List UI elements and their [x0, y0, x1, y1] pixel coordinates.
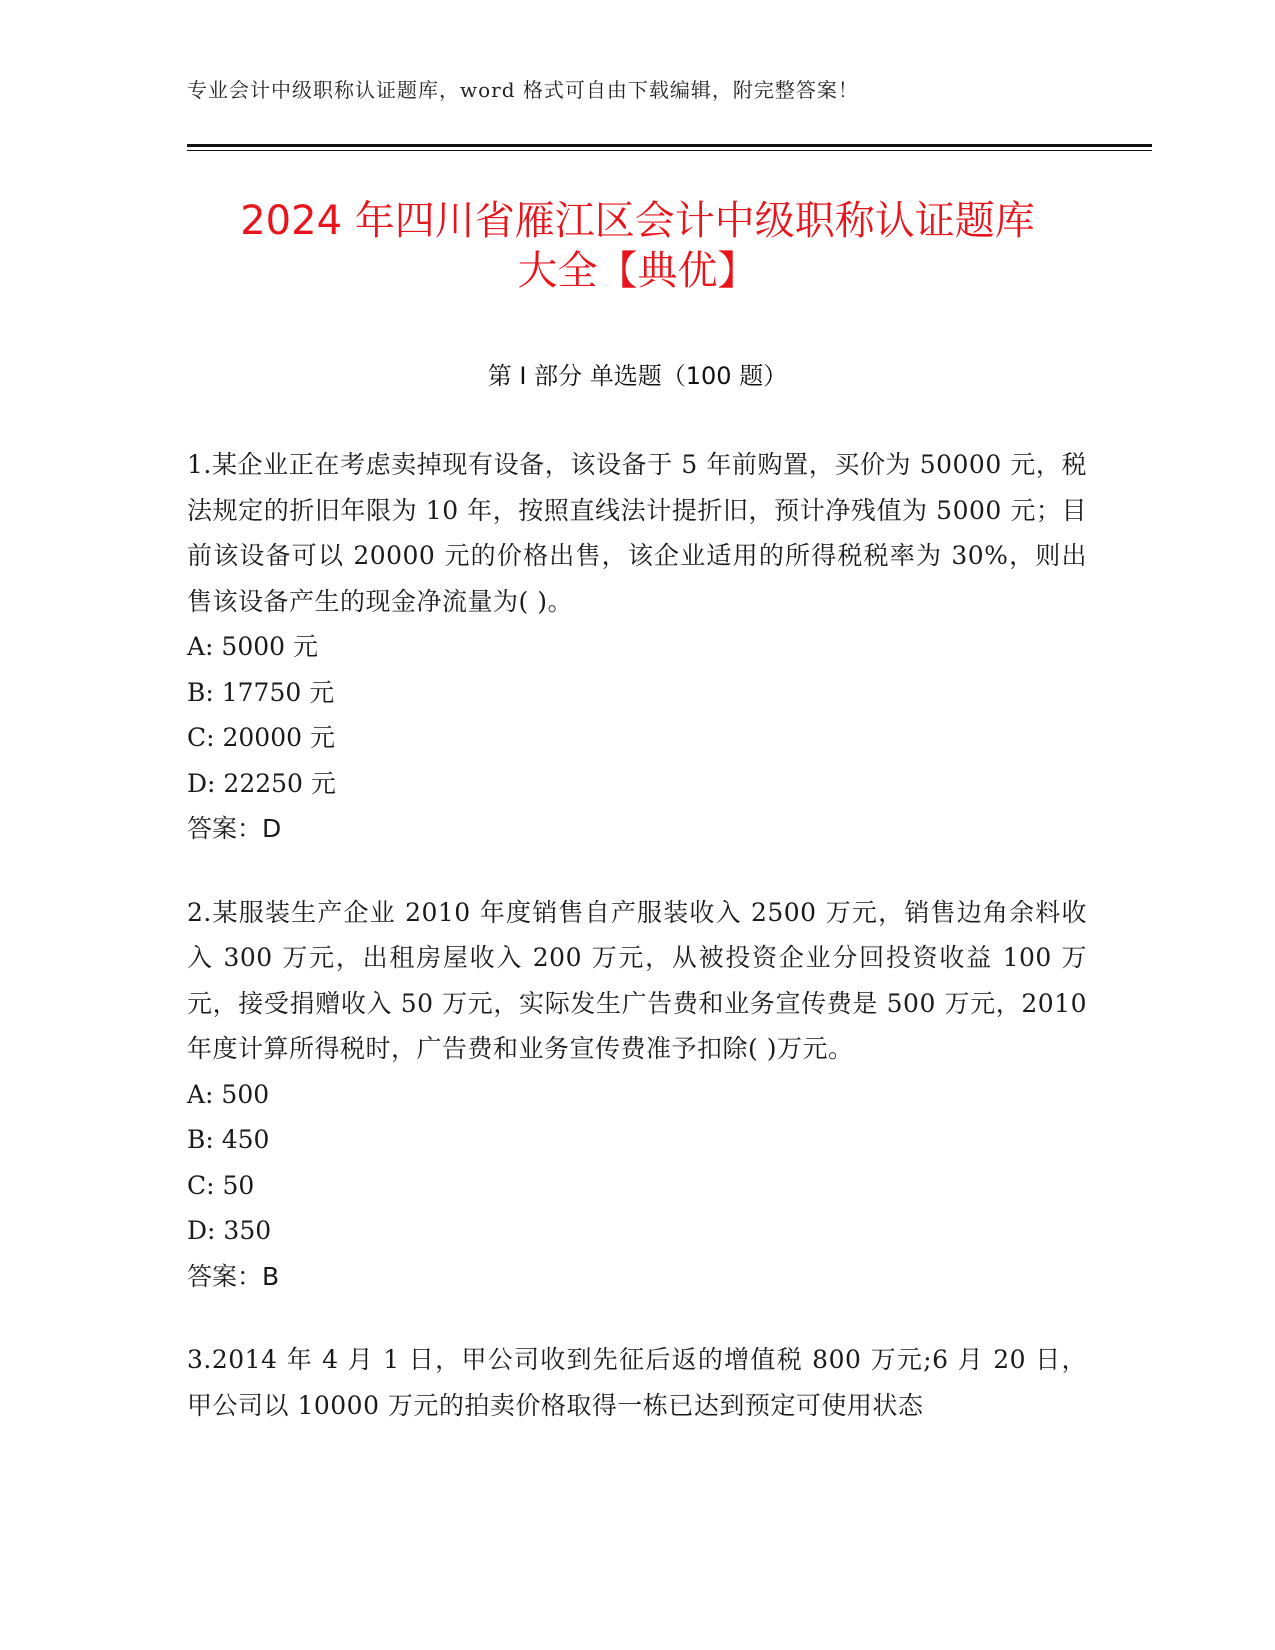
answer-label: 答案：B: [187, 1261, 280, 1291]
option-b: B: 450: [187, 1125, 270, 1154]
question-1: [187, 442, 1087, 852]
document-title-line-2: 大全【典优】: [517, 248, 758, 294]
option-d: D: 22250 元: [187, 768, 336, 798]
question-2: [187, 890, 1087, 1300]
option-a: A: 500: [187, 1079, 270, 1109]
header-note: 专业会计中级职称认证题库，word 格式可自由下载编辑，附完整答案！: [187, 78, 859, 102]
option-c: C: 20000 元: [187, 723, 335, 752]
answer-label: 答案：D: [187, 814, 282, 843]
question-3: [187, 1337, 1087, 1428]
header-rule-thick: [187, 144, 1152, 147]
option-d: D: 350: [187, 1216, 272, 1245]
question-text: 3.2014 年 4 月 1 日，甲公司收到先征后返的增值税 800 万元;6 月 20 日，甲公司以 10000 万元的拍卖价格取得一栋已达到预定可使用状态: [187, 1345, 1087, 1420]
question-text: 1.某企业正在考虑卖掉现有设备，该设备于 5 年前购置，买价为 50000 元，税法规定的折旧年限为 10 年，按照直线法计提折旧，预计净残值为 5000 元；目前该设备可以 20000 元的价格出售，该企业适用的所得税税率为 30%，则出售该设备产生的现金净流量为( )。: [187, 450, 1087, 616]
header-rule-thin: [187, 150, 1152, 151]
option-b: B: 17750 元: [187, 677, 335, 707]
document-title: [140, 196, 1135, 296]
question-list: [187, 442, 1087, 1466]
option-c: C: 50: [187, 1170, 255, 1200]
option-a: A: 5000 元: [187, 632, 318, 661]
document-title-line-1: 2024 年四川省雁江区会计中级职称认证题库: [240, 198, 1035, 244]
question-text: 2.某服装生产企业 2010 年度销售自产服装收入 2500 万元，销售边角余料收入 300 万元，出租房屋收入 200 万元，从被投资企业分回投资收益 100 万元，接受捐赠收入 50 万元，实际发生广告费和业务宣传费是 500 万元，2010 年度计算所得税时，广告费和业务宣传费准予扣除( )万元。: [187, 897, 1087, 1063]
section-heading: 第 I 部分 单选题（100 题）: [487, 362, 788, 390]
